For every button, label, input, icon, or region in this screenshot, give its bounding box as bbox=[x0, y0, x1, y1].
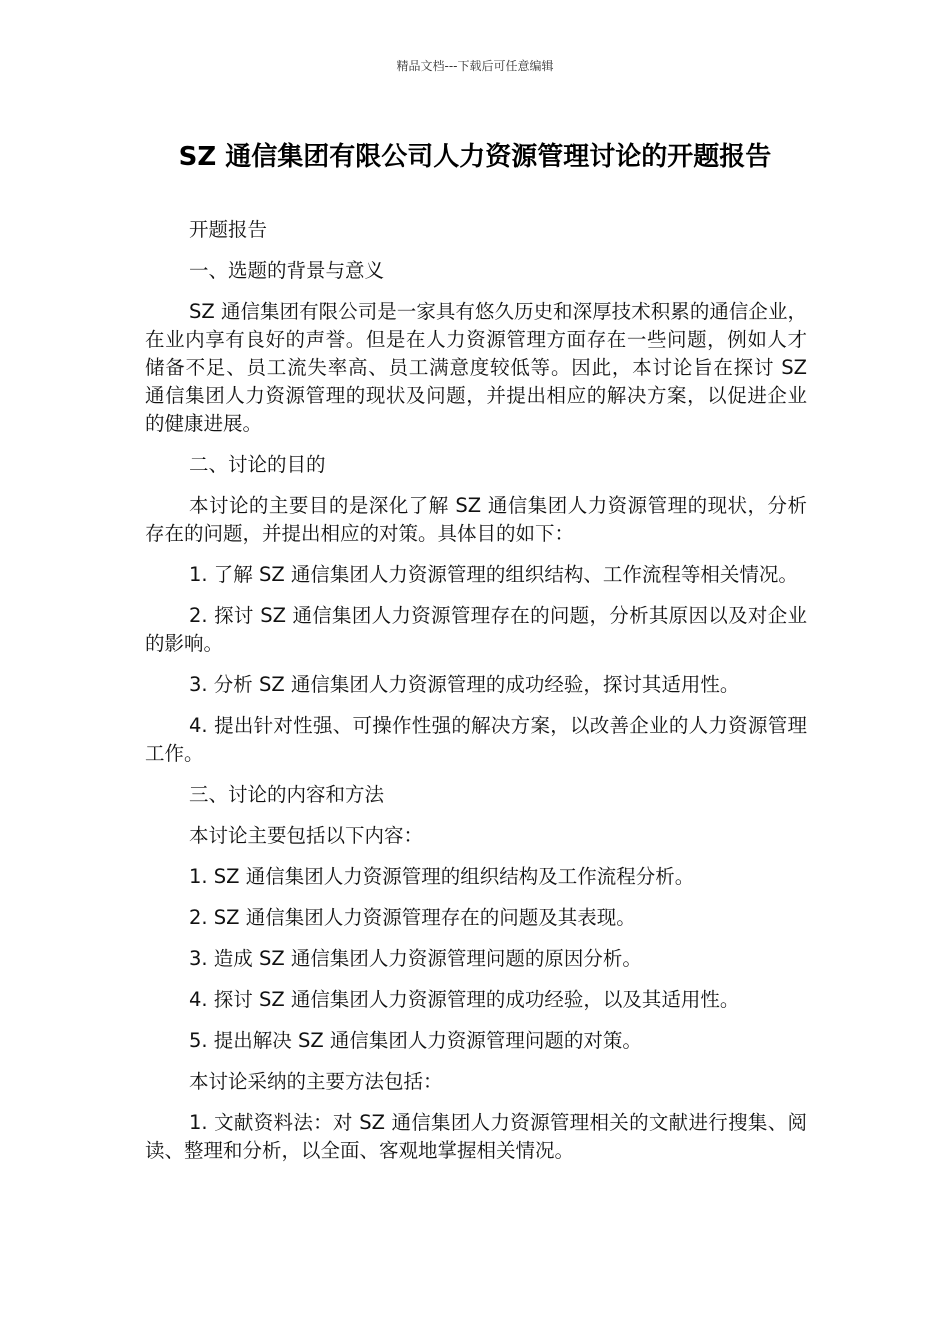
list-item: 4. 提出针对性强、可操作性强的解决方案，以改善企业的人力资源管理工作。 bbox=[145, 714, 807, 765]
section-heading-background: 一、选题的背景与意义 bbox=[189, 259, 385, 282]
page-header-note: 精品文档---下载后可任意编辑 bbox=[396, 59, 554, 73]
list-item: 1. 文献资料法：对 SZ 通信集团人力资源管理相关的文献进行搜集、阅读、整理和分析，以全面、客观地掌握相关情况。 bbox=[145, 1111, 807, 1162]
document-body bbox=[145, 216, 807, 1178]
list-item: 3. 分析 SZ 通信集团人力资源管理的成功经验，探讨其适用性。 bbox=[189, 673, 740, 696]
list-item: 1. 了解 SZ 通信集团人力资源管理的组织结构、工作流程等相关情况。 bbox=[189, 563, 798, 586]
section-heading-content-methods: 三、讨论的内容和方法 bbox=[189, 783, 385, 806]
paragraph-methods-intro: 本讨论采纳的主要方法包括： bbox=[189, 1070, 443, 1093]
paragraph-purpose: 本讨论的主要目的是深化了解 SZ 通信集团人力资源管理的现状，分析存在的问题，并提出相应的对策。具体目的如下： bbox=[145, 494, 807, 545]
list-item: 4. 探讨 SZ 通信集团人力资源管理的成功经验，以及其适用性。 bbox=[189, 988, 740, 1011]
list-item: 1. SZ 通信集团人力资源管理的组织结构及工作流程分析。 bbox=[189, 865, 695, 888]
list-item: 3. 造成 SZ 通信集团人力资源管理问题的原因分析。 bbox=[189, 947, 642, 970]
paragraph-content-intro: 本讨论主要包括以下内容： bbox=[189, 824, 424, 847]
list-item: 2. SZ 通信集团人力资源管理存在的问题及其表现。 bbox=[189, 906, 636, 929]
paragraph-background: SZ 通信集团有限公司是一家具有悠久历史和深厚技术积累的通信企业，在业内享有良好的声誉。但是在人力资源管理方面存在一些问题，例如人才储备不足、员工流失率高、员工满意度较低等。因此，本讨论旨在探讨 SZ 通信集团人力资源管理的现状及问题，并提出相应的解决方案，以促进企业的健康进展。 bbox=[145, 300, 807, 435]
heading-report: 开题报告 bbox=[189, 218, 268, 241]
list-item: 5. 提出解决 SZ 通信集团人力资源管理问题的对策。 bbox=[189, 1029, 642, 1052]
list-item: 2. 探讨 SZ 通信集团人力资源管理存在的问题，分析其原因以及对企业的影响。 bbox=[145, 604, 807, 655]
section-heading-purpose: 二、讨论的目的 bbox=[189, 453, 326, 476]
document-title: SZ 通信集团有限公司人力资源管理讨论的开题报告 bbox=[178, 142, 772, 172]
